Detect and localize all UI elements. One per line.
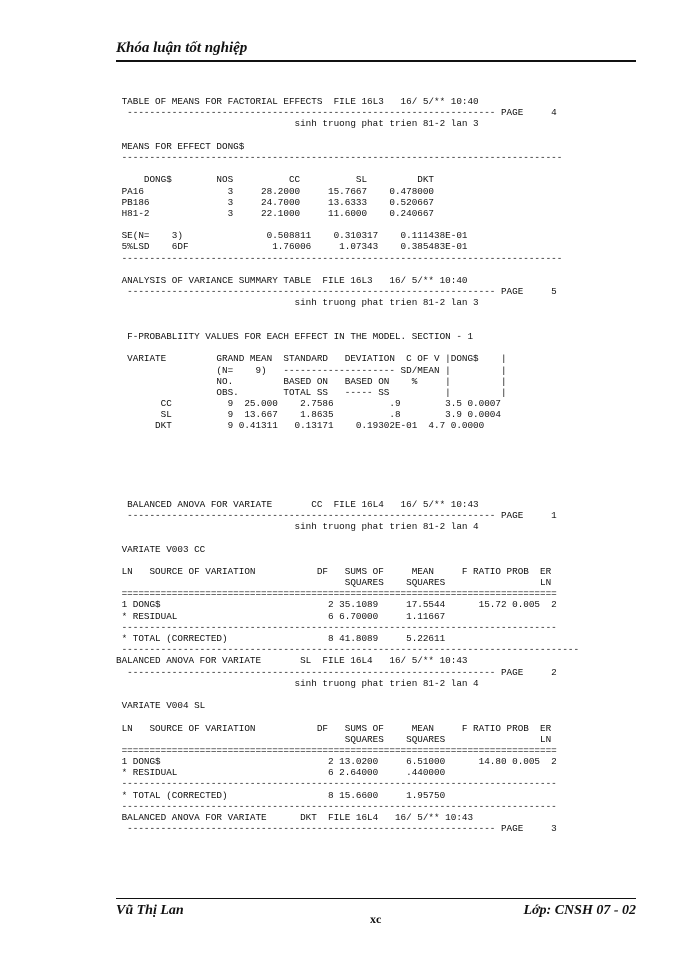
listing-line xyxy=(116,130,676,141)
listing-line: BALANCED ANOVA FOR VARIATE SL FILE 16L4 16/ 5/** 10:43 xyxy=(116,655,468,667)
listing-line: ------------------------------------------------------------------ PAGE 4 xyxy=(116,107,557,119)
listing-line: ------------------------------------------------------------------ PAGE 5 xyxy=(116,286,557,298)
listing-line: ------------------------------------------------------------------------------ xyxy=(116,800,557,812)
listing-line: * TOTAL (CORRECTED) 8 15.6600 1.95750 xyxy=(116,789,446,801)
listing-line: ------------------------------------------------------------------------------ xyxy=(116,621,557,633)
listing-line xyxy=(116,443,676,454)
listing-line xyxy=(116,488,676,499)
listing-line: PB186 3 24.7000 13.6333 0.520667 xyxy=(116,196,435,208)
listing-line: sinh truong phat trien 81-2 lan 4 xyxy=(116,677,479,689)
listing-line: ------------------------------------------------------------------ PAGE 3 xyxy=(116,823,557,835)
listing-line: VARIATE GRAND MEAN STANDARD DEVIATION C OF V |DONG$ | xyxy=(116,353,507,365)
listing-line: CC 9 25.000 2.7586 .9 3.5 0.0007 xyxy=(116,398,501,410)
listing-line: BALANCED ANOVA FOR VARIATE DKT FILE 16L4 16/ 5/** 10:43 xyxy=(116,812,474,823)
listing-line: sinh truong phat trien 81-2 lan 4 xyxy=(116,521,479,533)
footer-class-label: Lớp: CNSH 07 - 02 xyxy=(523,903,636,918)
listing-line xyxy=(116,432,676,443)
listing-line: 5%LSD 6DF 1.76006 1.07343 0.385483E-01 xyxy=(116,241,468,253)
listing-line: ---------------------------------------------------------------------------------- xyxy=(116,644,580,656)
listing-line xyxy=(116,219,676,230)
header-rule xyxy=(116,60,636,62)
document-header-title: Khóa luận tốt nghiệp xyxy=(116,40,248,56)
listing-line: ANALYSIS OF VARIANCE SUMMARY TABLE FILE 16L3 16/ 5/** 10:40 xyxy=(116,275,468,286)
listing-line: H81-2 3 22.1000 11.6000 0.240667 xyxy=(116,207,435,219)
listing-line xyxy=(116,711,676,722)
listing-line: * TOTAL (CORRECTED) 8 41.8089 5.22611 xyxy=(116,633,446,644)
listing-line: ------------------------------------------------------------------------------- xyxy=(116,151,563,163)
listing-line: DONG$ NOS CC SL DKT xyxy=(116,174,435,186)
listing-line xyxy=(116,454,676,465)
listing-line xyxy=(116,309,676,320)
listing-line xyxy=(116,342,676,353)
listing-line: VARIATE V004 SL xyxy=(116,700,206,712)
listing-line xyxy=(116,264,676,275)
listing-line: (N= 9) -------------------- SD/MEAN | | xyxy=(116,364,507,376)
listing-line: SQUARES SQUARES LN xyxy=(116,577,552,589)
listing-line xyxy=(116,532,676,543)
listing-line: LN SOURCE OF VARIATION DF SUMS OF MEAN F RATIO PROB ER xyxy=(116,722,552,734)
listing-line: LN SOURCE OF VARIATION DF SUMS OF MEAN F RATIO PROB ER xyxy=(116,565,552,577)
listing-line xyxy=(116,555,676,566)
listing-line: DKT 9 0.41311 0.13171 0.19302E-01 4.7 0.0000 xyxy=(116,420,485,432)
listing-line: NO. BASED ON BASED ON % | | xyxy=(116,375,507,387)
listing-line xyxy=(116,465,676,476)
listing-line: 1 DONG$ 2 13.0200 6.51000 14.80 0.005 2 xyxy=(116,756,557,768)
listing-line: SL 9 13.667 1.8635 .8 3.9 0.0004 xyxy=(116,409,501,421)
listing-line xyxy=(116,689,676,700)
footer-author: Vũ Thị Lan xyxy=(116,903,184,918)
listing-line: F-PROBABLIITY VALUES FOR EACH EFFECT IN THE MODEL. SECTION - 1 xyxy=(116,330,474,342)
listing-line: SE(N= 3) 0.508811 0.310317 0.111438E-01 xyxy=(116,230,468,242)
listing-line: sinh truong phat trien 81-2 lan 3 xyxy=(116,297,479,309)
listing-line: sinh truong phat trien 81-2 lan 3 xyxy=(116,118,479,130)
listing-line: SQUARES SQUARES LN xyxy=(116,733,552,745)
listing-line: 1 DONG$ 2 35.1089 17.5544 15.72 0.005 2 xyxy=(116,599,557,611)
listing-line: MEANS FOR EFFECT DONG$ xyxy=(116,140,245,152)
listing-line: TABLE OF MEANS FOR FACTORIAL EFFECTS FILE 16L3 16/ 5/** 10:40 xyxy=(116,96,479,107)
listing-line: OBS. TOTAL SS ----- SS | | xyxy=(116,386,507,398)
footer-page-mark: xc xyxy=(370,912,382,926)
listing-line: ------------------------------------------------------------------------------ xyxy=(116,778,557,790)
listing-line xyxy=(116,320,676,331)
listing-line xyxy=(116,163,676,174)
listing-line: ============================================================================== xyxy=(116,744,557,756)
listing-line: PA16 3 28.2000 15.7667 0.478000 xyxy=(116,185,435,197)
listing-line: ============================================================================== xyxy=(116,588,557,600)
footer-rule xyxy=(116,898,636,899)
statistical-output-listing xyxy=(116,96,676,876)
listing-line xyxy=(116,476,676,487)
listing-line: BALANCED ANOVA FOR VARIATE CC FILE 16L4 16/ 5/** 10:43 xyxy=(116,498,479,510)
listing-line: ------------------------------------------------------------------------------- xyxy=(116,252,563,264)
listing-line: * RESIDUAL 6 2.64000 .440000 xyxy=(116,767,446,779)
listing-line: * RESIDUAL 6 6.70000 1.11667 xyxy=(116,610,446,622)
listing-line: ------------------------------------------------------------------ PAGE 2 xyxy=(116,666,557,678)
listing-line: ------------------------------------------------------------------ PAGE 1 xyxy=(116,509,557,521)
listing-line: VARIATE V003 CC xyxy=(116,543,206,555)
